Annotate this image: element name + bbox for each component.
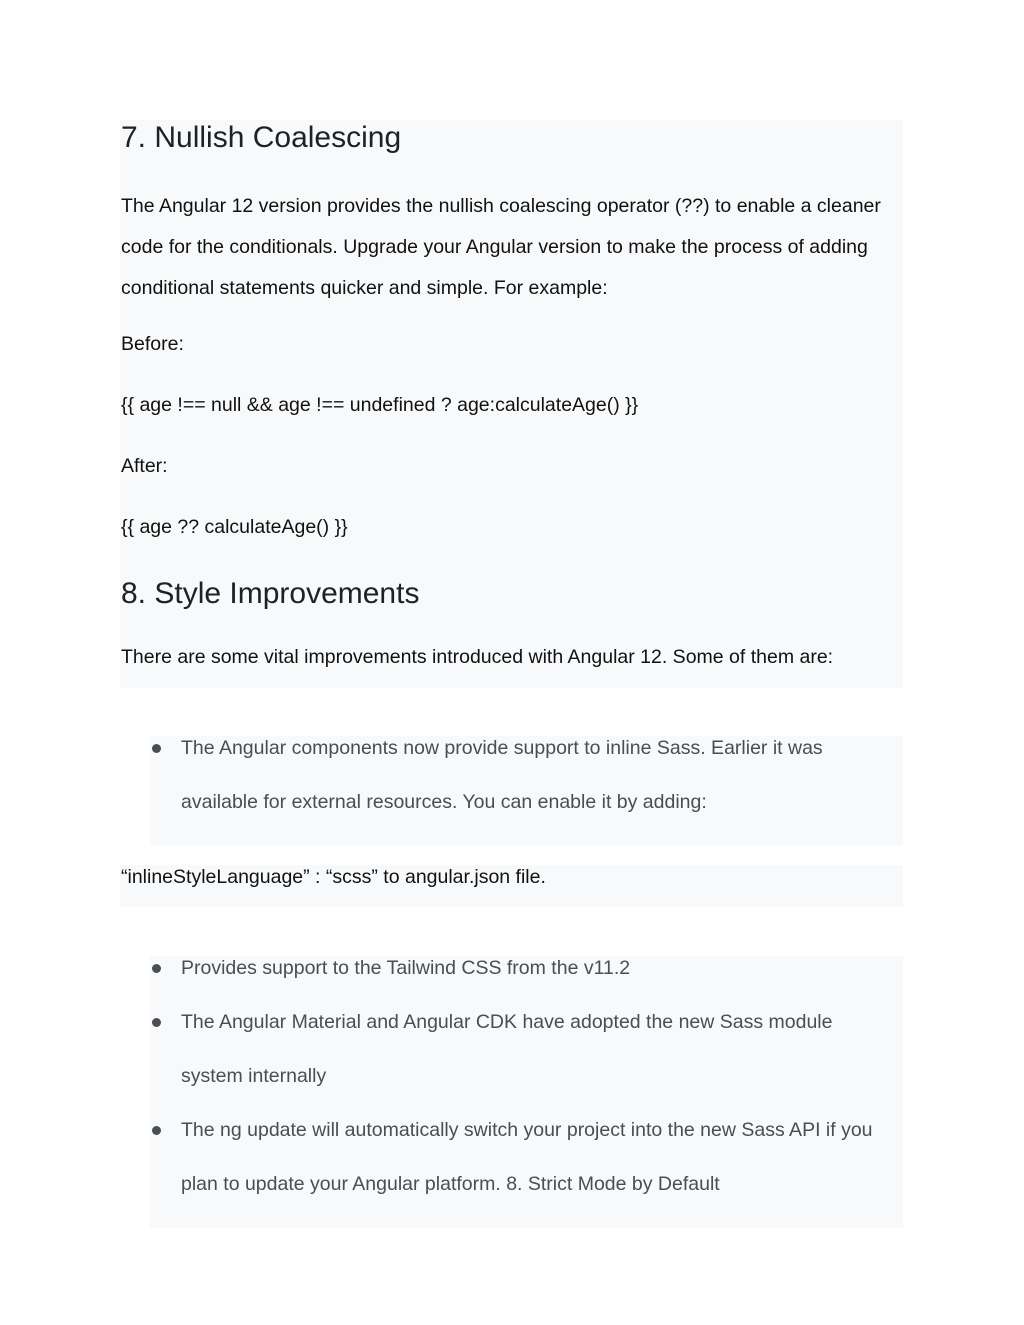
list-item-line: The Angular Material and Angular CDK have adopted the new Sass module [181, 1011, 833, 1033]
list-item [150, 941, 903, 995]
section-heading-style-improvements: 8. Style Improvements [121, 577, 420, 610]
inline-style-language-note: “inlineStyleLanguage” : “scss” to angular.json file. [121, 866, 546, 888]
section-heading-nullish-coalescing: 7. Nullish Coalescing [121, 121, 402, 154]
style-improvements-list [150, 721, 903, 829]
style-improvements-list-continued [150, 941, 903, 1211]
nullish-intro-paragraph [121, 186, 881, 309]
bullet-icon [152, 1126, 161, 1135]
list-item-line: system internally [181, 1065, 327, 1087]
bullet-icon [152, 964, 161, 973]
list-item-line: The Angular components now provide support to inline Sass. Earlier it was [181, 737, 823, 759]
style-intro-paragraph: There are some vital improvements introduced with Angular 12. Some of them are: [121, 646, 834, 668]
list-item [150, 995, 903, 1103]
before-label: Before: [121, 333, 184, 355]
list-item [150, 1103, 903, 1211]
list-item [150, 721, 903, 829]
list-item-line: Provides support to the Tailwind CSS from the v11.2 [181, 957, 631, 979]
paragraph-line: code for the conditionals. Upgrade your Angular version to make the process of adding [121, 236, 868, 258]
list-item-line: The ng update will automatically switch your project into the new Sass API if you [181, 1119, 873, 1141]
bullet-icon [152, 1018, 161, 1027]
after-code-example: {{ age ?? calculateAge() }} [121, 516, 348, 538]
before-code-example: {{ age !== null && age !== undefined ? age:calculateAge() }} [121, 394, 639, 416]
paragraph-line: conditional statements quicker and simple. For example: [121, 277, 608, 299]
after-label: After: [121, 455, 168, 477]
list-item-line: available for external resources. You can enable it by adding: [181, 791, 707, 813]
bullet-icon [152, 744, 161, 753]
list-item-line: plan to update your Angular platform. 8. Strict Mode by Default [181, 1173, 720, 1195]
paragraph-line: The Angular 12 version provides the nullish coalescing operator (??) to enable a cleaner [121, 195, 881, 217]
